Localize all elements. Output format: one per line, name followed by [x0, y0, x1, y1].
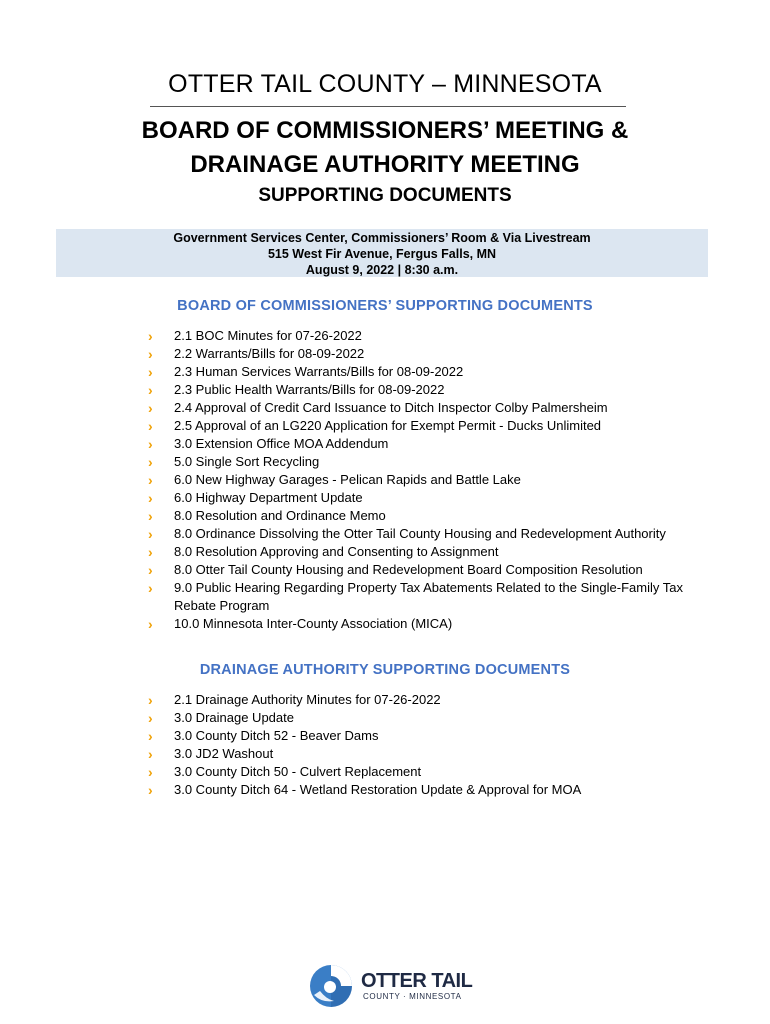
- document-title: 6.0 Highway Department Update: [174, 490, 363, 505]
- document-link[interactable]: [148, 525, 718, 543]
- document-link[interactable]: [148, 345, 718, 363]
- document-link[interactable]: [148, 691, 718, 709]
- chevron-right-icon: ›: [148, 562, 153, 578]
- document-title: 3.0 County Ditch 64 - Wetland Restoration Update & Approval for MOA: [174, 782, 582, 797]
- document-link[interactable]: [148, 615, 718, 633]
- document-title: 2.3 Public Health Warrants/Bills for 08-09-2022: [174, 382, 445, 397]
- document-title: 2.5 Approval of an LG220 Application for Exempt Permit - Ducks Unlimited: [174, 418, 602, 433]
- document-title: 3.0 County Ditch 50 - Culvert Replacement: [174, 764, 422, 779]
- document-title: 3.0 JD2 Washout: [174, 746, 274, 761]
- otter-tail-logo-icon: [308, 963, 354, 1009]
- logo-name: OTTER TAIL: [361, 970, 473, 992]
- document-title: 2.1 Drainage Authority Minutes for 07-26-2022: [174, 692, 441, 707]
- location-band: [56, 229, 708, 277]
- document-link[interactable]: [148, 327, 718, 345]
- document-title: 8.0 Ordinance Dissolving the Otter Tail County Housing and Redevelopment Authority: [174, 526, 666, 541]
- document-link[interactable]: [148, 453, 718, 471]
- document-link[interactable]: [148, 745, 718, 763]
- document-link[interactable]: [148, 435, 718, 453]
- chevron-right-icon: ›: [148, 436, 153, 452]
- da-section-heading: DRAINAGE AUTHORITY SUPPORTING DOCUMENTS: [199, 662, 571, 678]
- document-title: 9.0 Public Hearing Regarding Property Tax Abatements Related to the Single-Family Tax Rebate Program: [174, 580, 683, 613]
- document-title: 5.0 Single Sort Recycling: [174, 454, 320, 469]
- chevron-right-icon: ›: [148, 418, 153, 434]
- chevron-right-icon: ›: [148, 490, 153, 506]
- otter-tail-logo: [308, 963, 473, 1009]
- meeting-title-line-1: BOARD OF COMMISSIONERS’ MEETING &: [141, 117, 629, 144]
- document-title: 8.0 Resolution and Ordinance Memo: [174, 508, 386, 523]
- venue: Government Services Center, Commissioners’ Room & Via Livestream: [173, 231, 591, 245]
- document-link[interactable]: [148, 709, 718, 727]
- logo-subtext: COUNTY · MINNESOTA: [363, 992, 462, 1001]
- document-link[interactable]: [148, 507, 718, 525]
- document-link[interactable]: [148, 399, 718, 417]
- document-link[interactable]: [148, 363, 718, 381]
- document-link[interactable]: [148, 727, 718, 745]
- chevron-right-icon: ›: [148, 728, 153, 744]
- meeting-title: [0, 114, 770, 182]
- chevron-right-icon: ›: [148, 764, 153, 780]
- document-title: 2.2 Warrants/Bills for 08-09-2022: [174, 346, 365, 361]
- chevron-right-icon: ›: [148, 346, 153, 362]
- chevron-right-icon: ›: [148, 710, 153, 726]
- chevron-right-icon: ›: [148, 692, 153, 708]
- chevron-right-icon: ›: [148, 472, 153, 488]
- document-title: 8.0 Resolution Approving and Consenting to Assignment: [174, 544, 499, 559]
- chevron-right-icon: ›: [148, 580, 153, 596]
- chevron-right-icon: ›: [148, 746, 153, 762]
- title-divider: [150, 106, 626, 107]
- da-document-list: [148, 691, 718, 799]
- document-title: 3.0 County Ditch 52 - Beaver Dams: [174, 728, 379, 743]
- meeting-title-line-2: DRAINAGE AUTHORITY MEETING: [190, 151, 580, 178]
- chevron-right-icon: ›: [148, 508, 153, 524]
- document-link[interactable]: [148, 489, 718, 507]
- document-title: 2.4 Approval of Credit Card Issuance to Ditch Inspector Colby Palmersheim: [174, 400, 608, 415]
- chevron-right-icon: ›: [148, 400, 153, 416]
- document-link[interactable]: [148, 417, 718, 435]
- chevron-right-icon: ›: [148, 526, 153, 542]
- document-title: 2.3 Human Services Warrants/Bills for 08-09-2022: [174, 364, 464, 379]
- document-link[interactable]: [148, 381, 718, 399]
- chevron-right-icon: ›: [148, 544, 153, 560]
- document-title: 3.0 Extension Office MOA Addendum: [174, 436, 389, 451]
- chevron-right-icon: ›: [148, 328, 153, 344]
- chevron-right-icon: ›: [148, 454, 153, 470]
- document-title: 8.0 Otter Tail County Housing and Redevelopment Board Composition Resolution: [174, 562, 643, 577]
- supporting-documents-title: SUPPORTING DOCUMENTS: [258, 185, 512, 206]
- document-link[interactable]: [148, 579, 718, 615]
- county-title: OTTER TAIL COUNTY – MINNESOTA: [168, 70, 602, 98]
- document-title: 3.0 Drainage Update: [174, 710, 294, 725]
- chevron-right-icon: ›: [148, 616, 153, 632]
- document-link[interactable]: [148, 781, 718, 799]
- chevron-right-icon: ›: [148, 364, 153, 380]
- document-link[interactable]: [148, 763, 718, 781]
- document-link[interactable]: [148, 561, 718, 579]
- document-title: 10.0 Minnesota Inter-County Association (MICA): [174, 616, 453, 631]
- document-title: 6.0 New Highway Garages - Pelican Rapids and Battle Lake: [174, 472, 521, 487]
- document-link[interactable]: [148, 471, 718, 489]
- address: 515 West Fir Avenue, Fergus Falls, MN: [267, 247, 497, 261]
- chevron-right-icon: ›: [148, 382, 153, 398]
- chevron-right-icon: ›: [148, 782, 153, 798]
- boc-document-list: [148, 327, 718, 633]
- meeting-datetime: August 9, 2022 | 8:30 a.m.: [305, 263, 459, 277]
- boc-section-heading: BOARD OF COMMISSIONERS’ SUPPORTING DOCUMENTS: [177, 298, 593, 314]
- document-title: 2.1 BOC Minutes for 07-26-2022: [174, 328, 362, 343]
- document-link[interactable]: [148, 543, 718, 561]
